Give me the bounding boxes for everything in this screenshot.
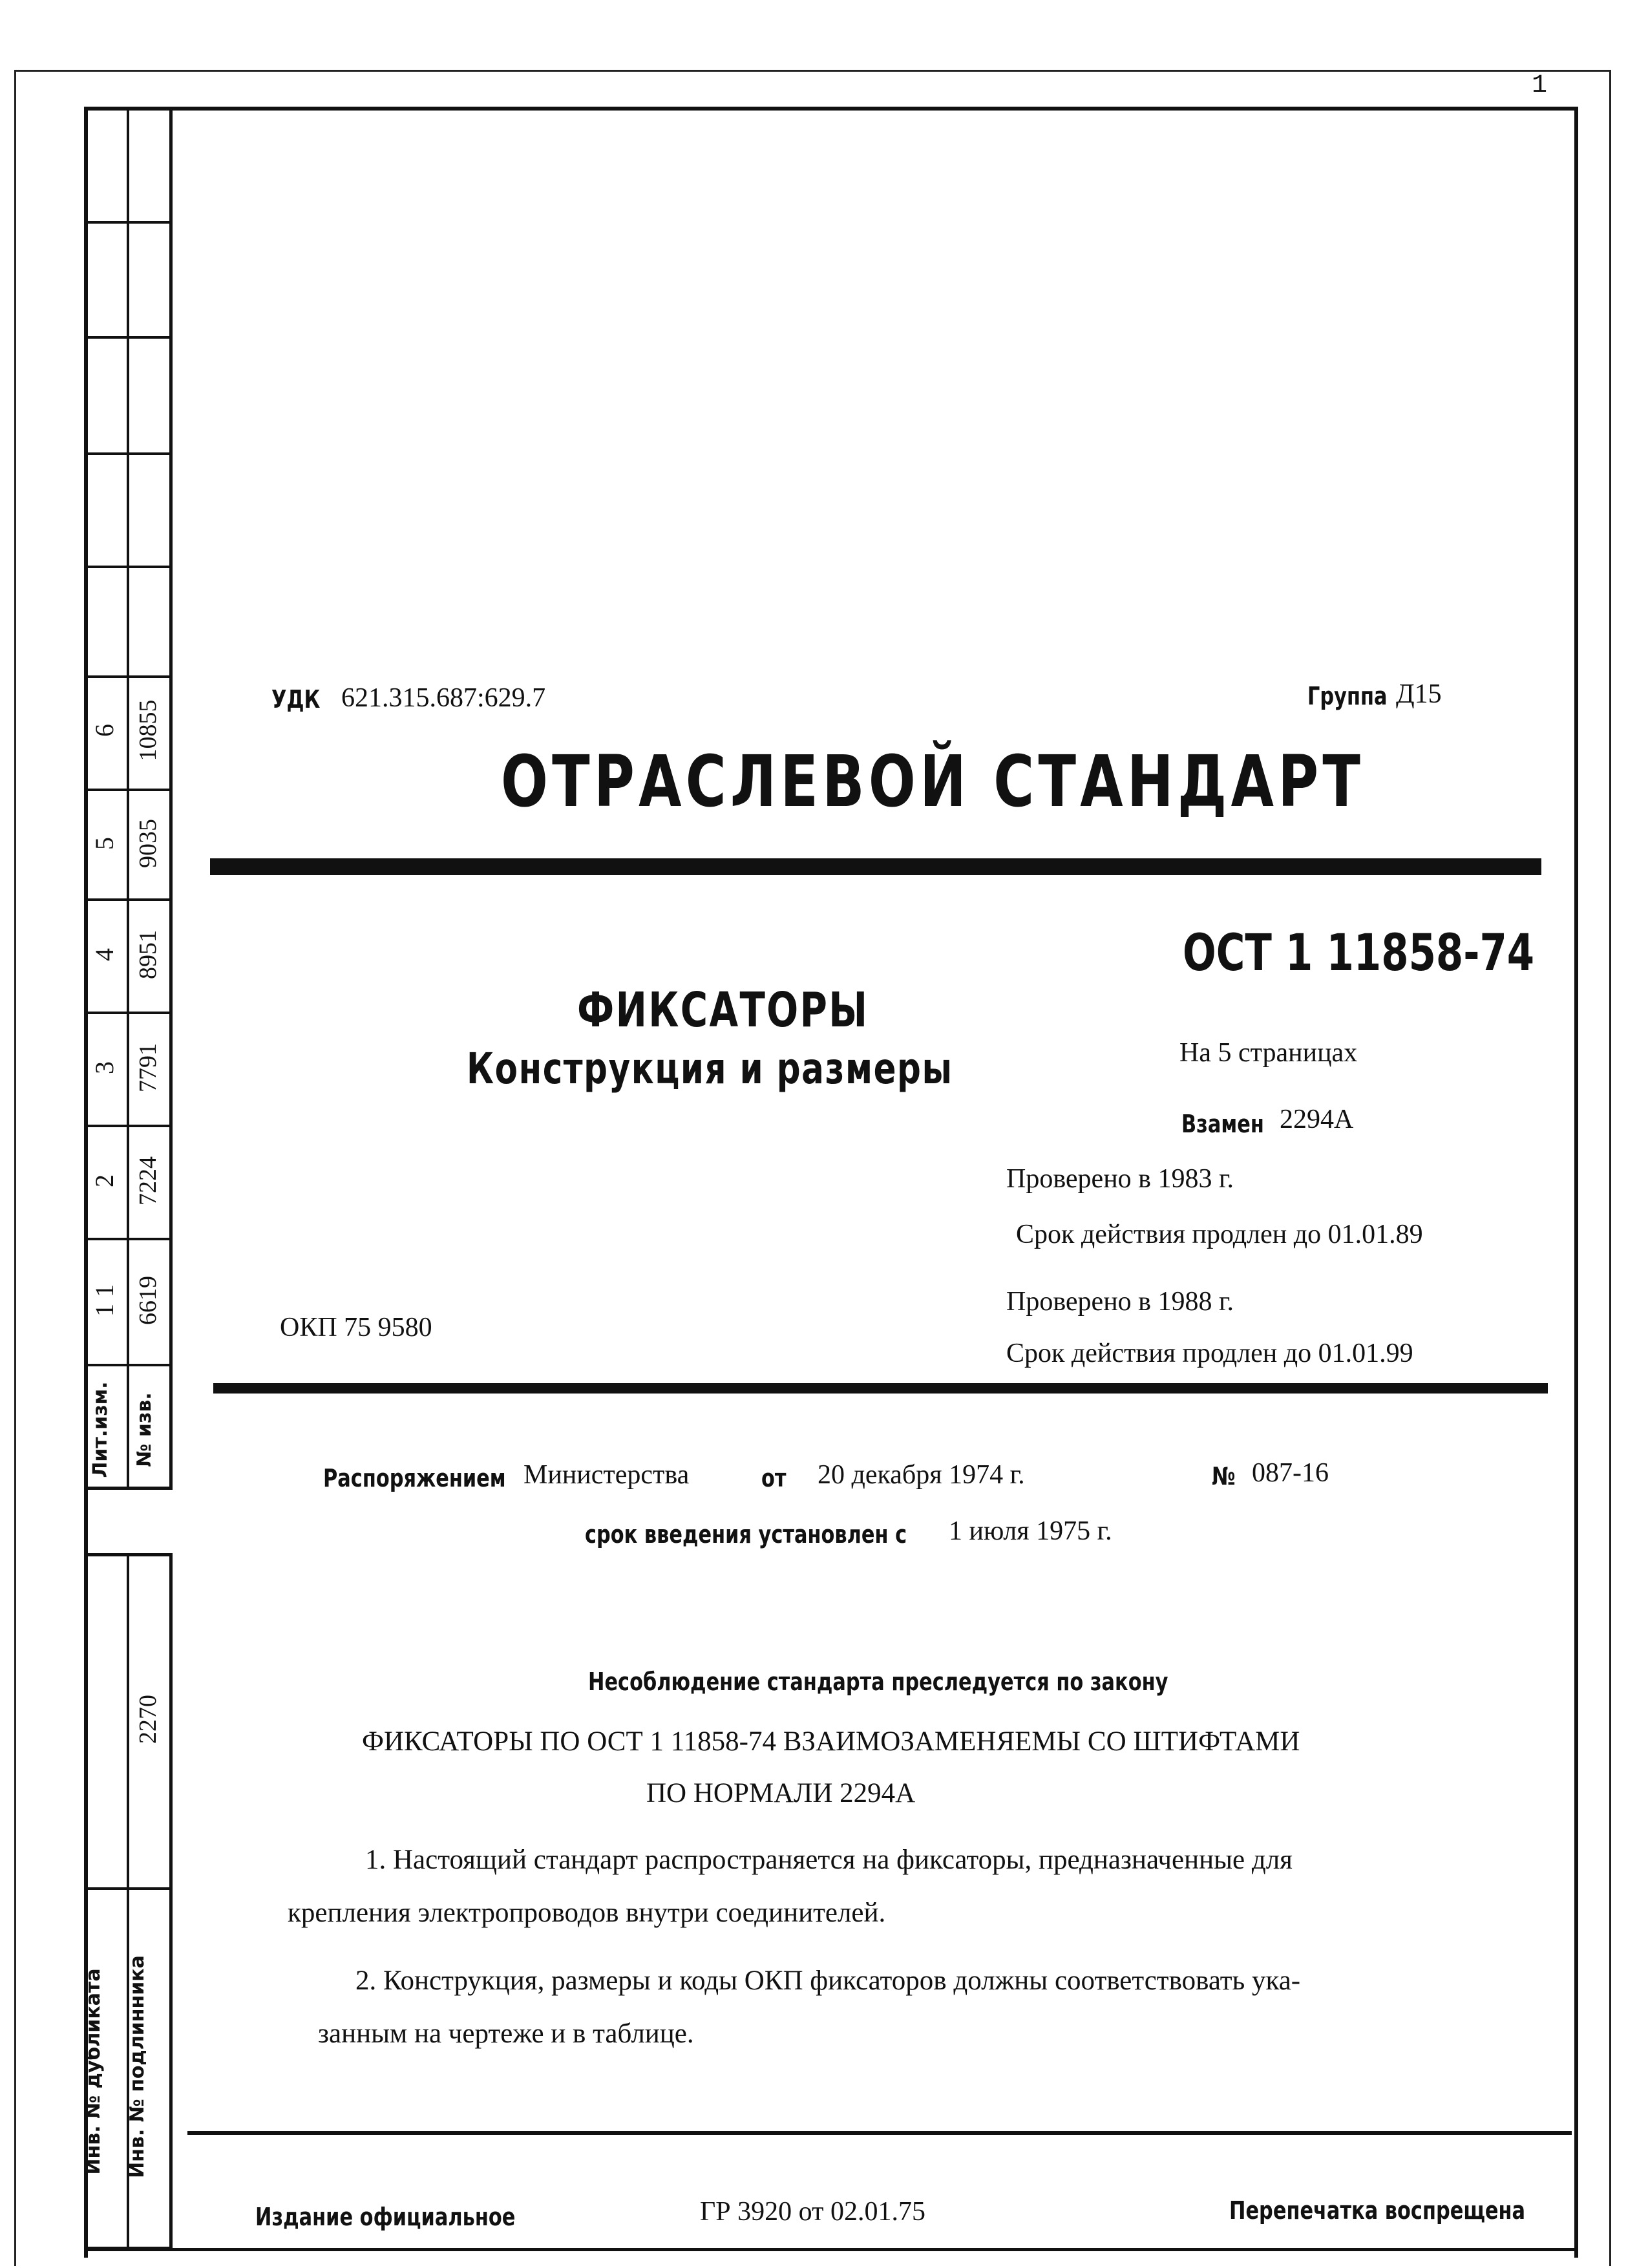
change-lit-6: 6 [90, 724, 119, 737]
info-rule [213, 1383, 1548, 1394]
paragraph-2-line-1: 2. Конструкция, размеры и коды ОКП фиксаторов должны соответствовать ука- [355, 1966, 1301, 1996]
doc-title: ФИКСАТОРЫ [577, 982, 869, 1038]
effective-label: срок введения установлен с [585, 1520, 907, 1549]
change-num-5: 9035 [134, 819, 162, 868]
change-num-2: 7224 [134, 1156, 162, 1205]
order-ministry: Министерства [523, 1460, 690, 1490]
standard-code: ОСТ 1 11858-74 [1183, 924, 1535, 982]
effective-date: 1 июля 1975 г. [949, 1516, 1112, 1546]
order-date: 20 декабря 1974 г. [818, 1460, 1025, 1490]
extend-1989: Срок действия продлен до 01.01.89 [1016, 1220, 1423, 1249]
pages-text: На 5 страницах [1179, 1038, 1358, 1068]
change-lit-5: 5 [90, 837, 119, 850]
group-label: Группа [1307, 682, 1388, 710]
footer-gr: ГР 3920 от 02.01.75 [700, 2197, 925, 2227]
inventory-number: 2270 [134, 1695, 162, 1744]
footer-divider [187, 2131, 1572, 2135]
change-lit-3: 3 [90, 1061, 119, 1074]
group-value: Д15 [1396, 679, 1442, 709]
paragraph-2-line-2: занным на чертеже и в таблице. [318, 2019, 694, 2049]
footer-reprint: Перепечатка воспрещена [1229, 2196, 1526, 2225]
orig-label: Инв. № подлинника [126, 1955, 149, 2178]
change-num-4: 8951 [134, 930, 162, 979]
order-label: Распоряжением [323, 1464, 506, 1492]
interchange-line-2: ПО НОРМАЛИ 2294А [646, 1778, 916, 1808]
order-num-value: 087-16 [1252, 1458, 1329, 1488]
interchange-line-1: ФИКСАТОРЫ ПО ОСТ 1 11858-74 ВЗАИМОЗАМЕНЯЕМЫ СО ШТИФТАМИ [362, 1726, 1300, 1757]
main-title: ОТРАСЛЕВОЙ СТАНДАРТ [501, 740, 1365, 823]
dup-label: Инв. № дубликата [82, 1968, 105, 2175]
page-number: 1 [1532, 71, 1548, 100]
extend-1999: Срок действия продлен до 01.01.99 [1006, 1339, 1413, 1368]
footer-official: Издание официальное [255, 2203, 516, 2231]
okp-code: ОКП 75 9580 [280, 1313, 432, 1342]
change-num-6: 10855 [134, 699, 162, 761]
doc-subtitle: Конструкция и размеры [467, 1044, 953, 1094]
check-1988: Проверено в 1988 г. [1006, 1287, 1234, 1317]
order-num-label: № [1212, 1462, 1236, 1490]
change-num-1: 6619 [134, 1276, 162, 1325]
udk-value: 621.315.687:629.7 [341, 683, 546, 713]
change-lit-1: 1 1 [90, 1284, 119, 1317]
change-num-3: 7791 [134, 1043, 162, 1092]
inner-frame [84, 107, 1578, 2258]
replaces-value: 2294А [1280, 1105, 1354, 1134]
order-from: от [761, 1464, 787, 1492]
replaces-label: Взамен [1181, 1110, 1264, 1138]
side-label-lit: Лит.изм. [89, 1381, 112, 1478]
bottom-border [84, 2248, 1574, 2251]
title-rule [210, 858, 1541, 875]
change-lit-4: 4 [90, 948, 119, 961]
law-notice: Несоблюдение стандарта преследуется по закону [588, 1668, 1168, 1696]
paragraph-1-line-1: 1. Настоящий стандарт распространяется на фиксаторы, предназначенные для [365, 1845, 1293, 1875]
change-lit-2: 2 [90, 1174, 119, 1187]
check-1983: Проверено в 1983 г. [1006, 1164, 1234, 1194]
udk-label: УДК [271, 685, 321, 714]
side-label-num: № изв. [133, 1392, 156, 1467]
paragraph-1-line-2: крепления электропроводов внутри соединителей. [288, 1898, 886, 1928]
